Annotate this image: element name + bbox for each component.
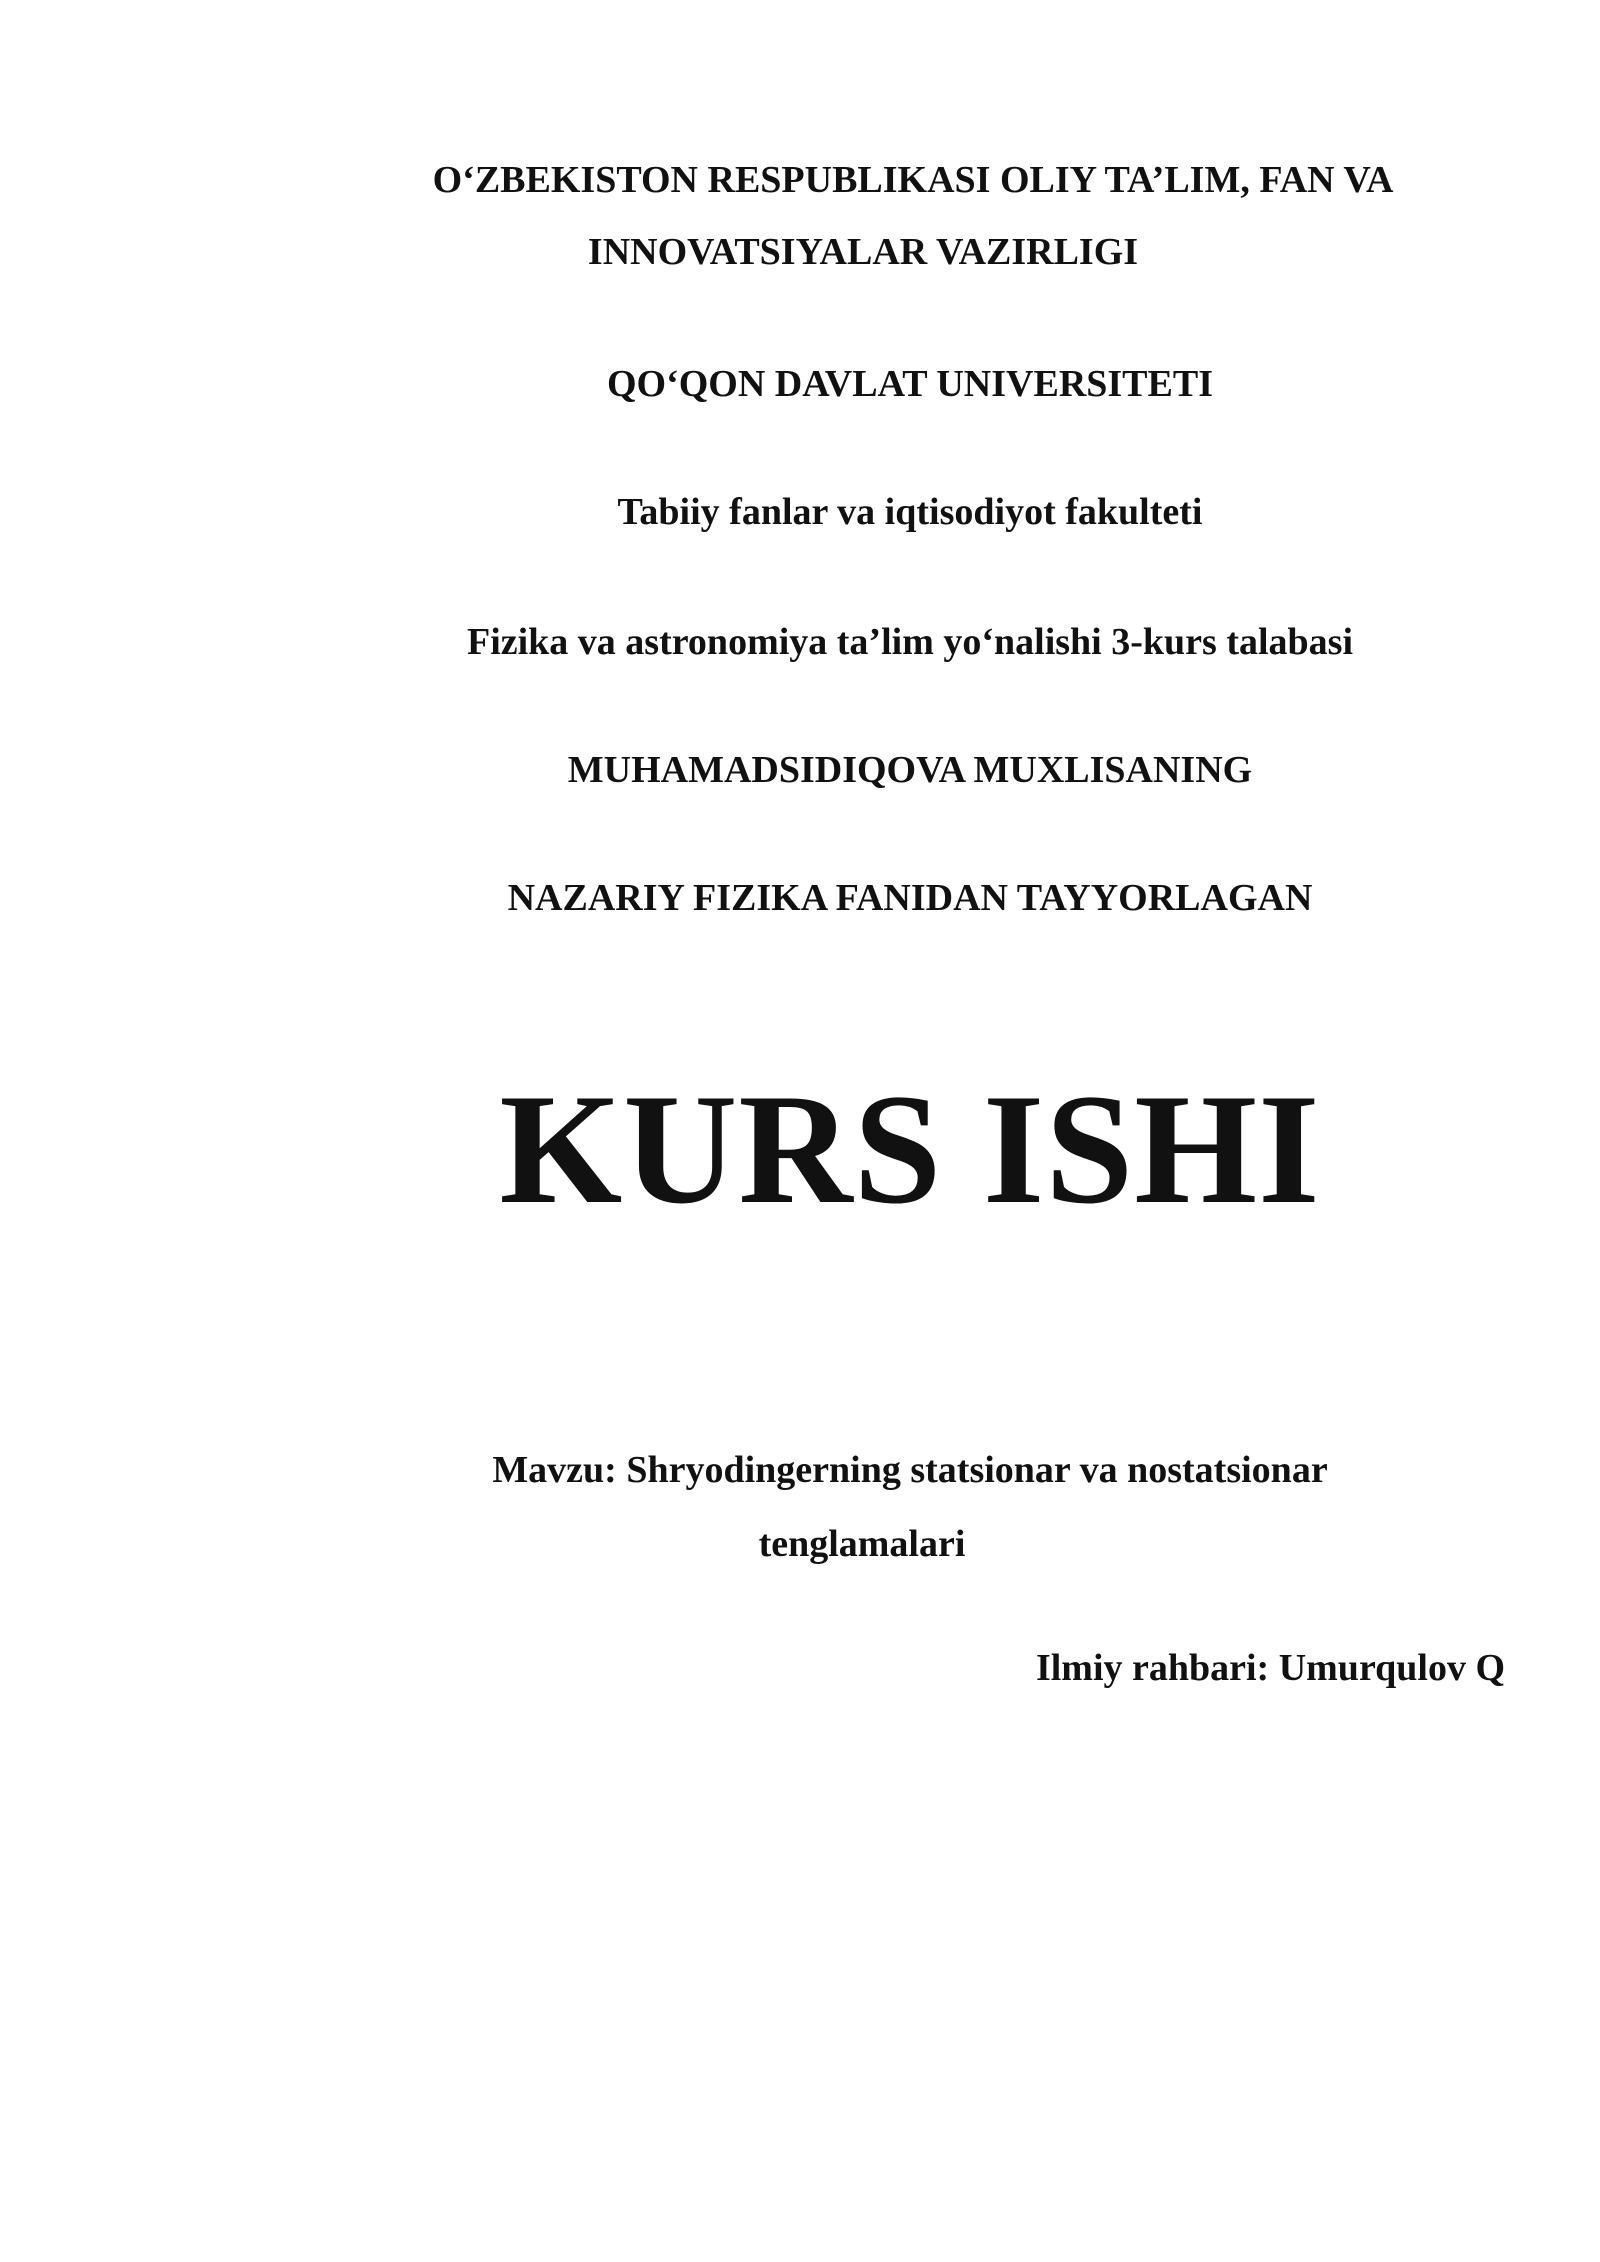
university-name: QO‘QON DAVLAT UNIVERSITETI [606,363,1214,405]
subject-line: NAZARIY FIZIKA FANIDAN TAYYORLAGAN [507,877,1313,919]
student-info: Fizika va astronomiya ta’lim yo‘nalishi 3-kurs talabasi [466,621,1354,663]
faculty-name: Tabiiy fanlar va iqtisodiyot fakulteti [617,491,1203,533]
topic-line-2: tenglamalari [758,1523,966,1565]
topic-line-1: Mavzu: Shryodingerning statsionar va nostatsionar [492,1449,1328,1491]
ministry-line-2: INNOVATSIYALAR VAZIRLIGI [587,231,1139,273]
student-name: MUHAMADSIDIQOVA MUXLISANING [567,749,1253,791]
document-title: KURS ISHI [499,1062,1321,1237]
supervisor: Ilmiy rahbari: Umurqulov Q [1035,1647,1505,1689]
ministry-line-1: O‘ZBEKISTON RESPUBLIKASI OLIY TA’LIM, FAN VA [432,159,1394,201]
